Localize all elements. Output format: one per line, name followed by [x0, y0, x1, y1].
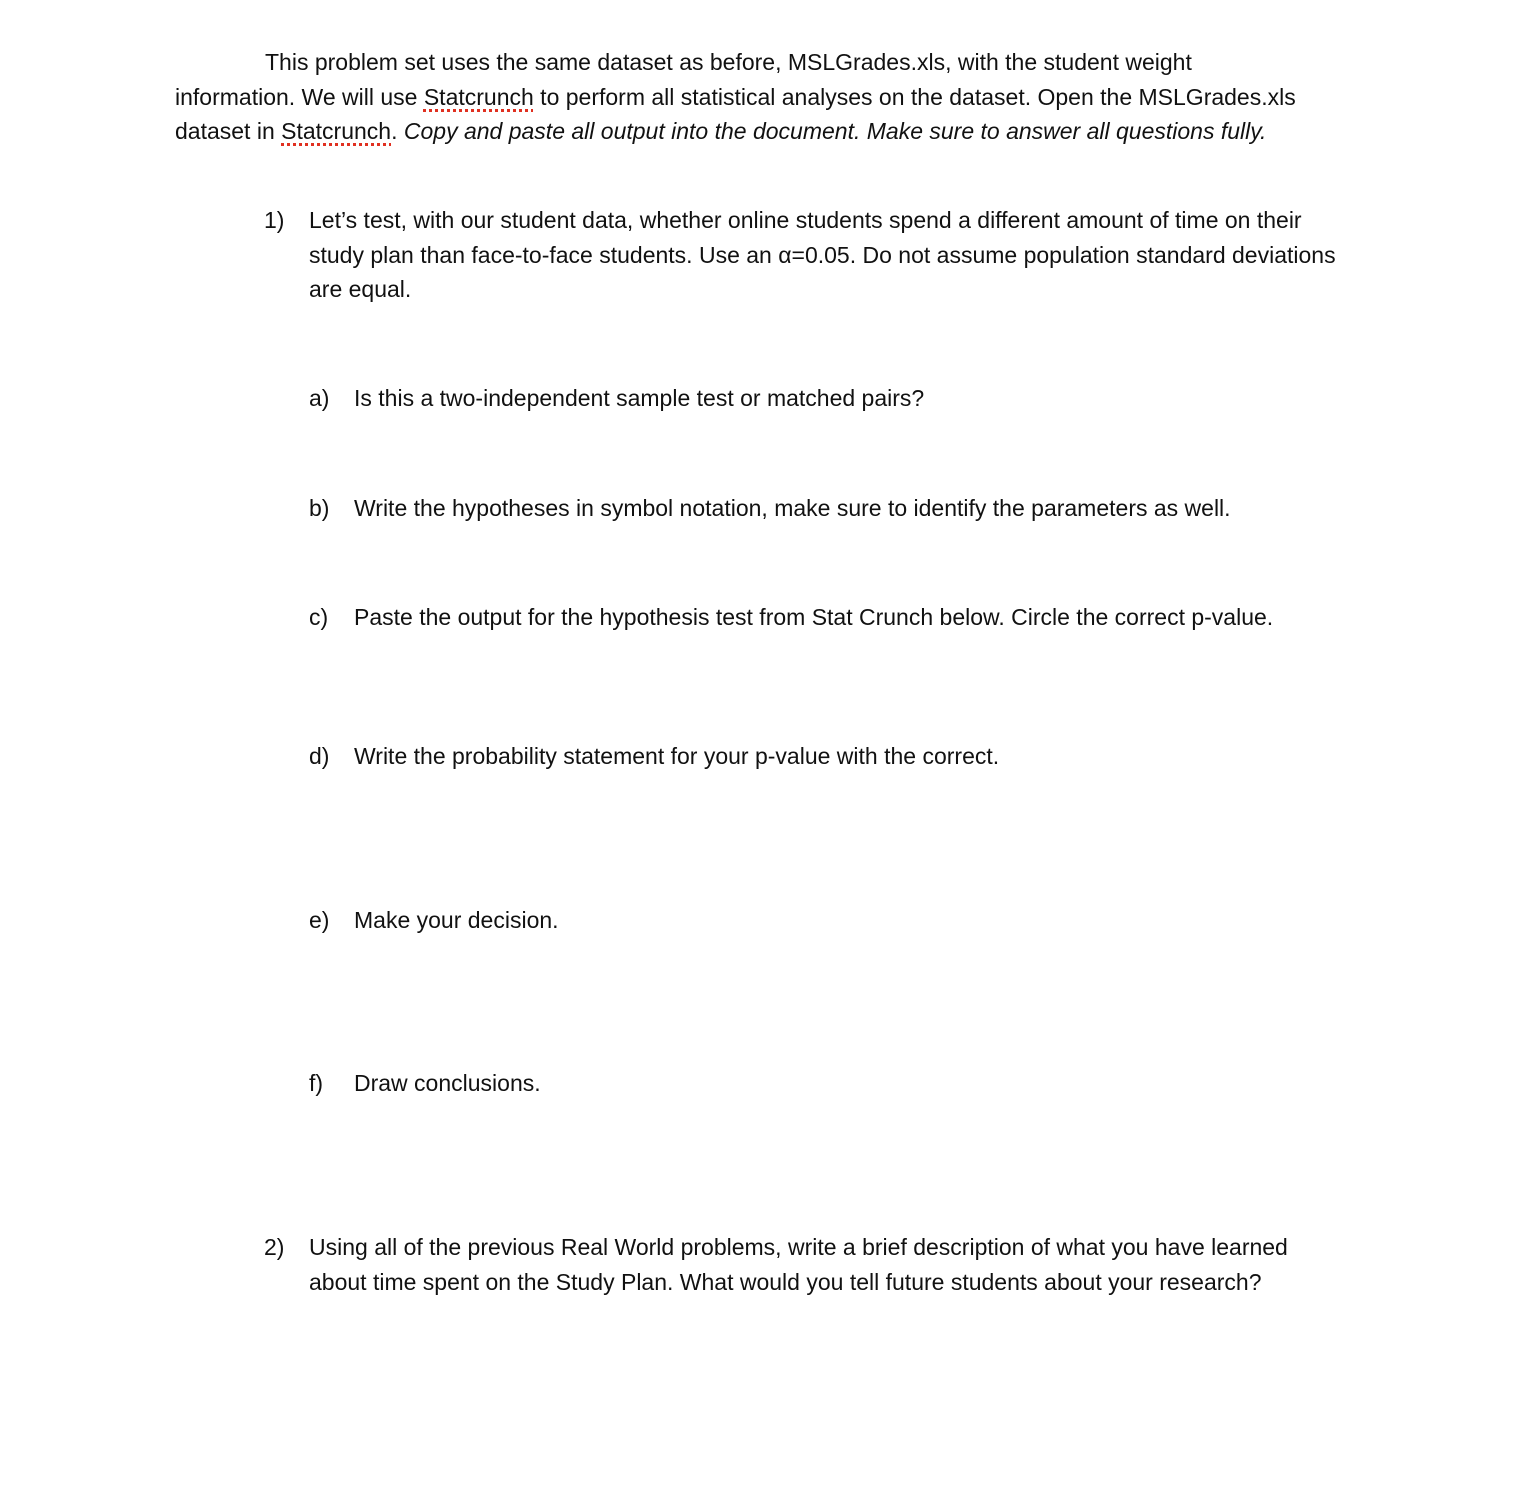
part-text: Paste the output for the hypothesis test from Stat Crunch below. Circle the correct p-value.: [354, 604, 1274, 630]
part-letter: a): [309, 385, 330, 411]
part-text: Write the probability statement for your p-value with the correct.: [354, 743, 1000, 769]
part-letter: f): [309, 1070, 324, 1096]
part-letter: c): [309, 604, 329, 630]
spellcheck-word[interactable]: Statcrunch: [281, 118, 392, 144]
question-text: Let’s test, with our student data, whether online students spend a different amount of time on their study plan than face-to-face students. Use an α=0.05. Do not assume population standard deviations are equal.: [309, 207, 1336, 302]
part-text: Make your decision.: [354, 907, 559, 933]
question-1-part-d: [309, 739, 1329, 774]
intro-paragraph: [175, 45, 1305, 149]
spellcheck-word[interactable]: Statcrunch: [423, 83, 534, 110]
question-1-part-a: [309, 381, 1329, 416]
intro-text: to perform all statistical analyses on the dataset. Open the MSLGrades.xls dataset in: [175, 83, 1296, 144]
question-1-part-f: [309, 1066, 1329, 1101]
part-letter: b): [309, 495, 330, 521]
question-number: 1): [264, 207, 285, 233]
question-2: [264, 1230, 1324, 1299]
part-text: Draw conclusions.: [354, 1070, 541, 1096]
question-number: 2): [264, 1234, 285, 1260]
intro-text: .: [391, 118, 398, 144]
question-1-part-c: [309, 600, 1329, 635]
question-1: [264, 203, 1344, 307]
question-1-part-e: [309, 903, 1329, 938]
intro-text: This problem set uses the same dataset as before, MSLGrades.xls, with the student weight information. We will use: [175, 49, 1192, 110]
part-text: Is this a two-independent sample test or matched pairs?: [354, 385, 925, 411]
part-letter: e): [309, 907, 330, 933]
part-text: Write the hypotheses in symbol notation, make sure to identify the parameters as well.: [354, 495, 1231, 521]
question-text: Using all of the previous Real World problems, write a brief description of what you have learned about time spent on the Study Plan. What would you tell future students about your research?: [309, 1234, 1288, 1295]
question-1-part-b: [309, 491, 1329, 526]
part-letter: d): [309, 743, 330, 769]
intro-instructions: Copy and paste all output into the document. Make sure to answer all questions fully.: [397, 118, 1267, 144]
